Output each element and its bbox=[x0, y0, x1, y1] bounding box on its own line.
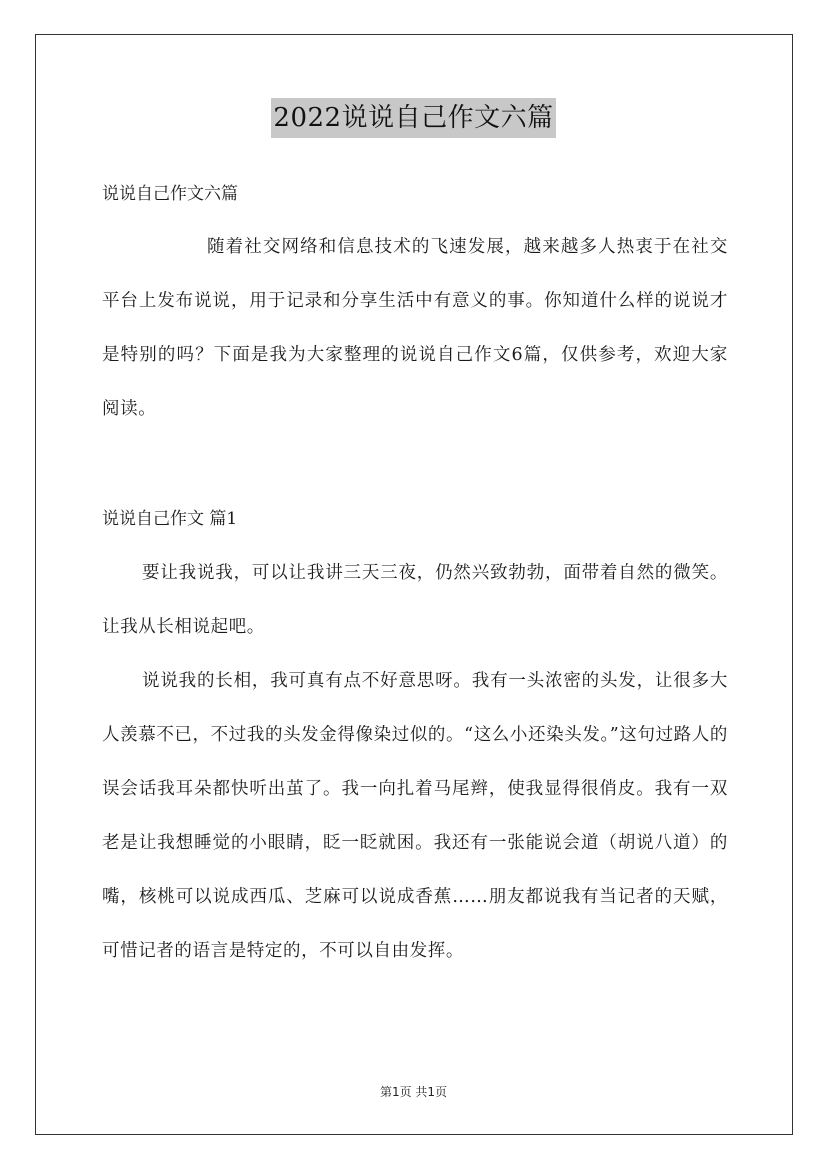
body-paragraph-1: 要让我说我，可以让我讲三天三夜，仍然兴致勃勃，面带着自然的微笑。让我从长相说起吧。 bbox=[102, 563, 728, 637]
body-paragraph-2: 说说我的长相，我可真有点不好意思呀。我有一头浓密的头发，让很多大人羡慕不已，不过我的头发金得像染过似的。“这么小还染头发。”这句过路人的误会话我耳朵都快听出茧了。我一向扎着马尾辫，使我显得很俏皮。我有一双老是让我想睡觉的小眼睛，眨一眨就困。我还有一张能说会道（胡说八道）的嘴，核桃可以说成西瓜、芝麻可以说成香蕉……朋友都说我有当记者的天赋，可惜记者的语言是特定的，不可以自由发挥。 bbox=[102, 671, 728, 961]
document-title: 2022说说自己作文六篇 bbox=[271, 98, 555, 138]
page-number-footer: 第1页 共1页 bbox=[379, 1085, 448, 1099]
document-subtitle: 说说自己作文六篇 bbox=[102, 184, 238, 204]
section-heading: 说说自己作文 篇1 bbox=[102, 509, 238, 529]
title-container bbox=[0, 98, 827, 138]
intro-paragraph: 随着社交网络和信息技术的飞速发展，越来越多人热衷于在社交平台上发布说说，用于记录和分享生活中有意义的事。你知道什么样的说说才是特别的吗？下面是我为大家整理的说说自己作文6篇，仅供参考，欢迎大家阅读。 bbox=[102, 237, 728, 419]
